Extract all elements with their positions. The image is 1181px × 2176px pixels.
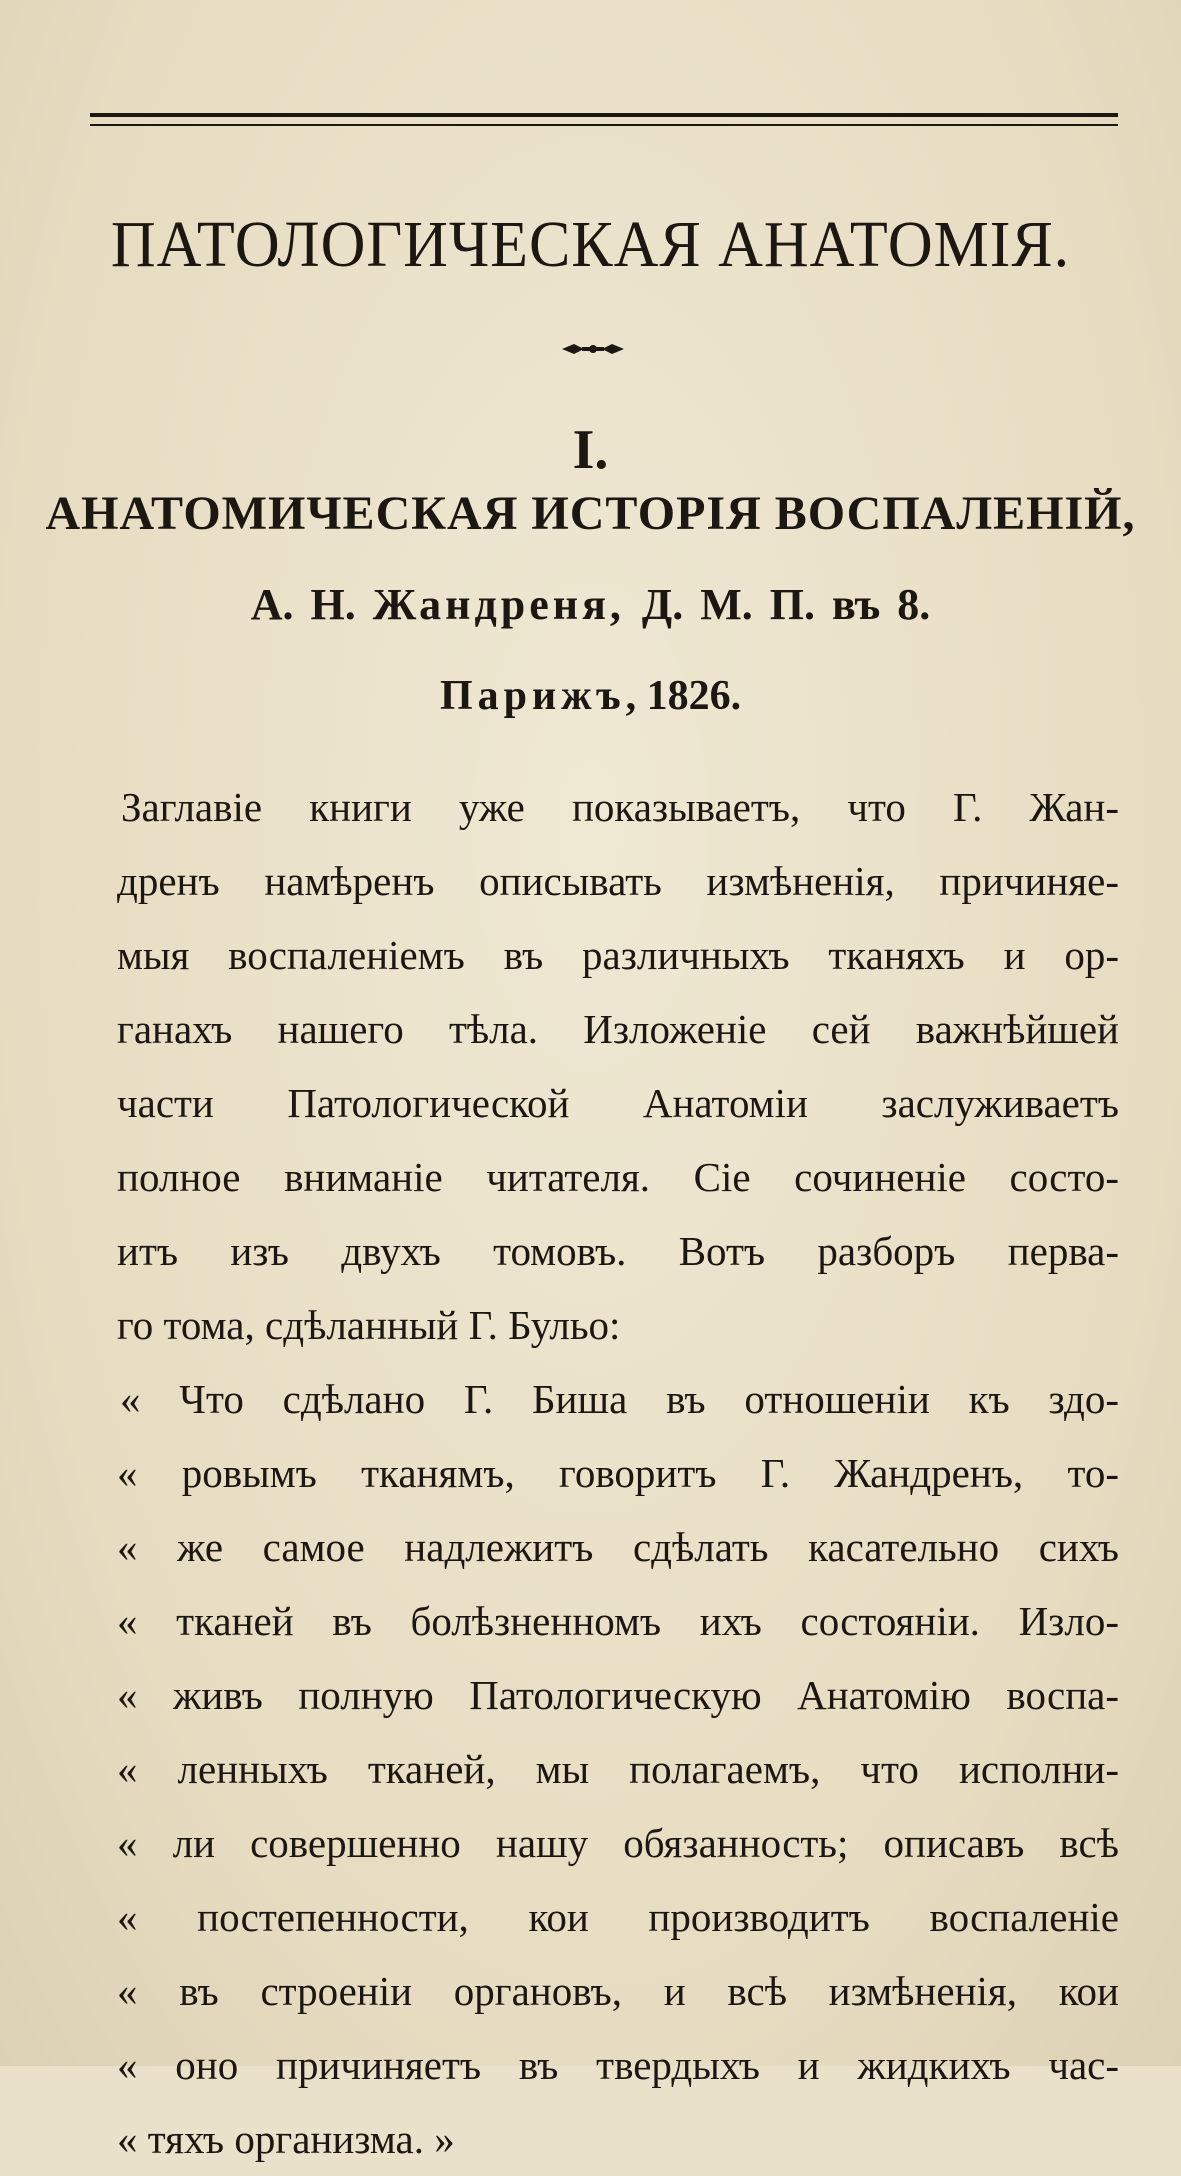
header-rule-thin	[90, 124, 1118, 126]
paragraph-line: части Патологической Анатоміи заслуживаетъ	[117, 1080, 1119, 1126]
author-name: Жандреня,	[372, 580, 625, 629]
section-number: I.	[572, 419, 609, 481]
quote-line: « ли совершенно нашу обязанность; описавъ всѣ	[117, 1820, 1119, 1866]
imprint-city: Парижъ	[439, 673, 626, 719]
imprint-year: , 1826.	[625, 673, 742, 719]
quote-line: « живъ полную Патологическую Анатомію воспа-	[117, 1672, 1119, 1718]
quote-line: « въ строеніи органовъ, и всѣ измѣненія, кои	[117, 1968, 1119, 2014]
quote-line: « же самое надлежитъ сдѣлать касательно сихъ	[117, 1524, 1119, 1570]
quote-line: « тканей въ болѣзненномъ ихъ состояніи. Изло-	[117, 1598, 1119, 1644]
ornament-divider-icon	[560, 342, 626, 356]
section-subtitle: АНАТОМИЧЕСКАЯ ИСТОРІЯ ВОСПАЛЕНІЙ,	[45, 487, 1136, 540]
author-initials: А. Н.	[250, 580, 356, 629]
quote-line: « тяхъ организма. »	[117, 2116, 455, 2162]
author-line	[0, 580, 1181, 629]
quote-line: « ленныхъ тканей, мы полагаемъ, что исполни-	[117, 1746, 1119, 1792]
page-title: ПАТОЛОГИЧЕСКАЯ АНАТОМІЯ.	[110, 208, 1071, 281]
paragraph-line: полное вниманіе читателя. Сіе сочиненіе состо-	[117, 1154, 1119, 1200]
quote-line: « Что сдѣлано Г. Биша въ отношеніи къ здо-	[120, 1376, 1119, 1422]
paragraph-line: дренъ намѣренъ описывать измѣненія, причиняе-	[117, 858, 1119, 904]
quote-line: « постепенности, кои производитъ воспаленіе	[117, 1894, 1119, 1940]
author-details: Д. М. П. въ 8.	[641, 580, 931, 629]
paragraph-line: Заглавіе книги уже показываетъ, что Г. Жан-	[121, 784, 1119, 830]
body-text	[117, 770, 1119, 2176]
paragraph-line: мыя воспаленіемъ въ различныхъ тканяхъ и ор-	[117, 932, 1119, 978]
imprint-line	[0, 675, 1181, 717]
paragraph-line: итъ изъ двухъ томовъ. Вотъ разборъ перва-	[117, 1228, 1119, 1274]
paragraph-line: го тома, сдѣланный Г. Бульо:	[117, 1302, 621, 1348]
quote-line: « ровымъ тканямъ, говоритъ Г. Жандренъ, то-	[117, 1450, 1119, 1496]
quote-line: « оно причиняетъ въ твердыхъ и жидкихъ час-	[117, 2042, 1119, 2088]
header-rule-thick	[90, 113, 1118, 117]
paragraph-line: ганахъ нашего тѣла. Изложеніе сей важнѣйшей	[117, 1006, 1119, 1052]
